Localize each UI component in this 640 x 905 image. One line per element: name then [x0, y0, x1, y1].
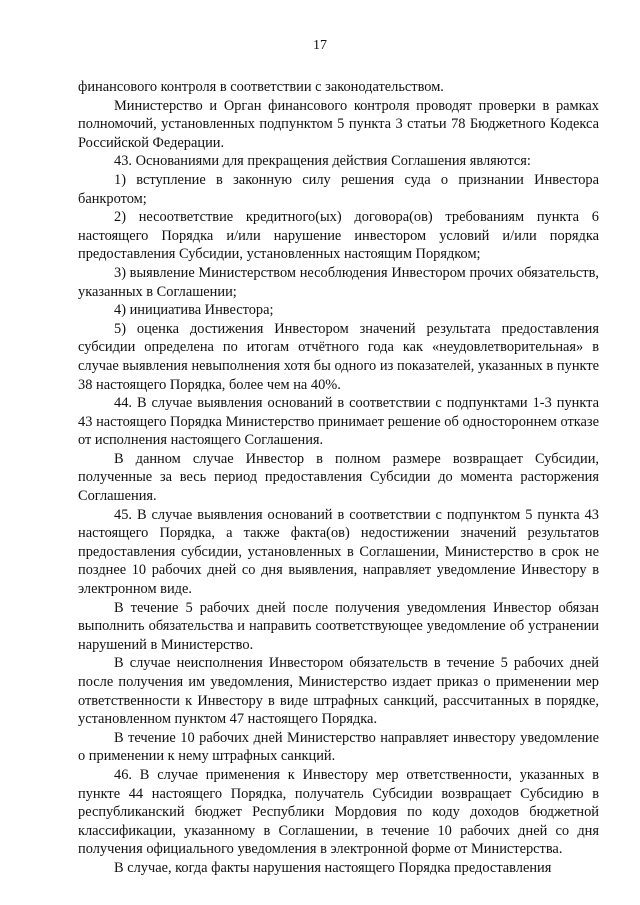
paragraph: Министерство и Орган финансового контроля проводят проверки в рамках полномочий, установленных подпунктом 5 пункта 3 статьи 78 Бюджетного Кодекса Российской Федерации. [78, 97, 599, 151]
page-number: 17 [313, 38, 327, 53]
paragraph: В случае неисполнения Инвестором обязательств в течение 5 рабочих дней после получения им уведомления, Министерство издает приказ о применении мер ответственности к Инвестору в виде штрафных санкций, рассчитанных в порядке, установленном пунктом 47 настоящего Порядка. [78, 655, 599, 728]
paragraph: 1) вступление в законную силу решения суда о признании Инвестора банкротом; [78, 171, 599, 207]
paragraph: 43. Основаниями для прекращения действия Соглашения являются: [114, 153, 531, 170]
paragraph: 44. В случае выявления оснований в соответствии с подпунктами 1-3 пункта 43 настоящего Порядка Министерство принимает решение об одностороннем отказе от исполнения настоящего Соглашения. [78, 395, 599, 449]
paragraph: В данном случае Инвестор в полном размере возвращает Субсидии, полученные за весь период предоставления Субсидии до момента расторжения Соглашения. [78, 450, 599, 505]
paragraph: 45. В случае выявления оснований в соответствии с подпунктом 5 пункта 43 настоящего Порядка, а также факта(ов) недостижении значений результатов предоставления субсидии, установленных в Соглашении, Министерство в срок не позднее 10 рабочих дней со дня выявления, направляет уведомление Инвестору в электронном виде. [78, 506, 599, 598]
paragraph: 2) несоответствие кредитного(ых) договора(ов) требованиям пункта 6 настоящего Порядка и/или нарушение инвестором условий и/или порядка предоставления Субсидии, установленных настоящим Порядком; [78, 209, 599, 263]
document-body [78, 78, 599, 878]
paragraph: 46. В случае применения к Инвестору мер ответственности, указанных в пункте 44 настоящего Порядка, получатель Субсидии возвращает Субсидию в республиканский бюджет Республики Мордовия по коду доходов бюджетной классификации, указанному в Соглашении, в течение 10 рабочих дней со дня получения официального уведомления в электронной форме от Министерства. [78, 766, 599, 858]
paragraph: 4) инициатива Инвестора; [114, 302, 274, 319]
paragraph: В течение 10 рабочих дней Министерство направляет инвестору уведомление о применении к нему штрафных санкций. [78, 729, 599, 765]
paragraph: В течение 5 рабочих дней после получения уведомления Инвестор обязан выполнить обязательства и направить соответствующее уведомление об устранении нарушений в Министерство. [78, 599, 599, 653]
paragraph: 5) оценка достижения Инвестором значений результата предоставления субсидии определена по итогам отчётного года как «неудовлетворительная» в случае выявления невыполнения хотя бы одного из показателей, указанных в пункте 38 настоящего Порядка, более чем на 40%. [78, 320, 599, 393]
paragraph: В случае, когда факты нарушения настоящего Порядка предоставления [114, 859, 552, 876]
paragraph: 3) выявление Министерством несоблюдения Инвестором прочих обязательств, указанных в Соглашении; [78, 264, 599, 300]
paragraph: финансового контроля в соответствии с законодательством. [78, 79, 444, 95]
